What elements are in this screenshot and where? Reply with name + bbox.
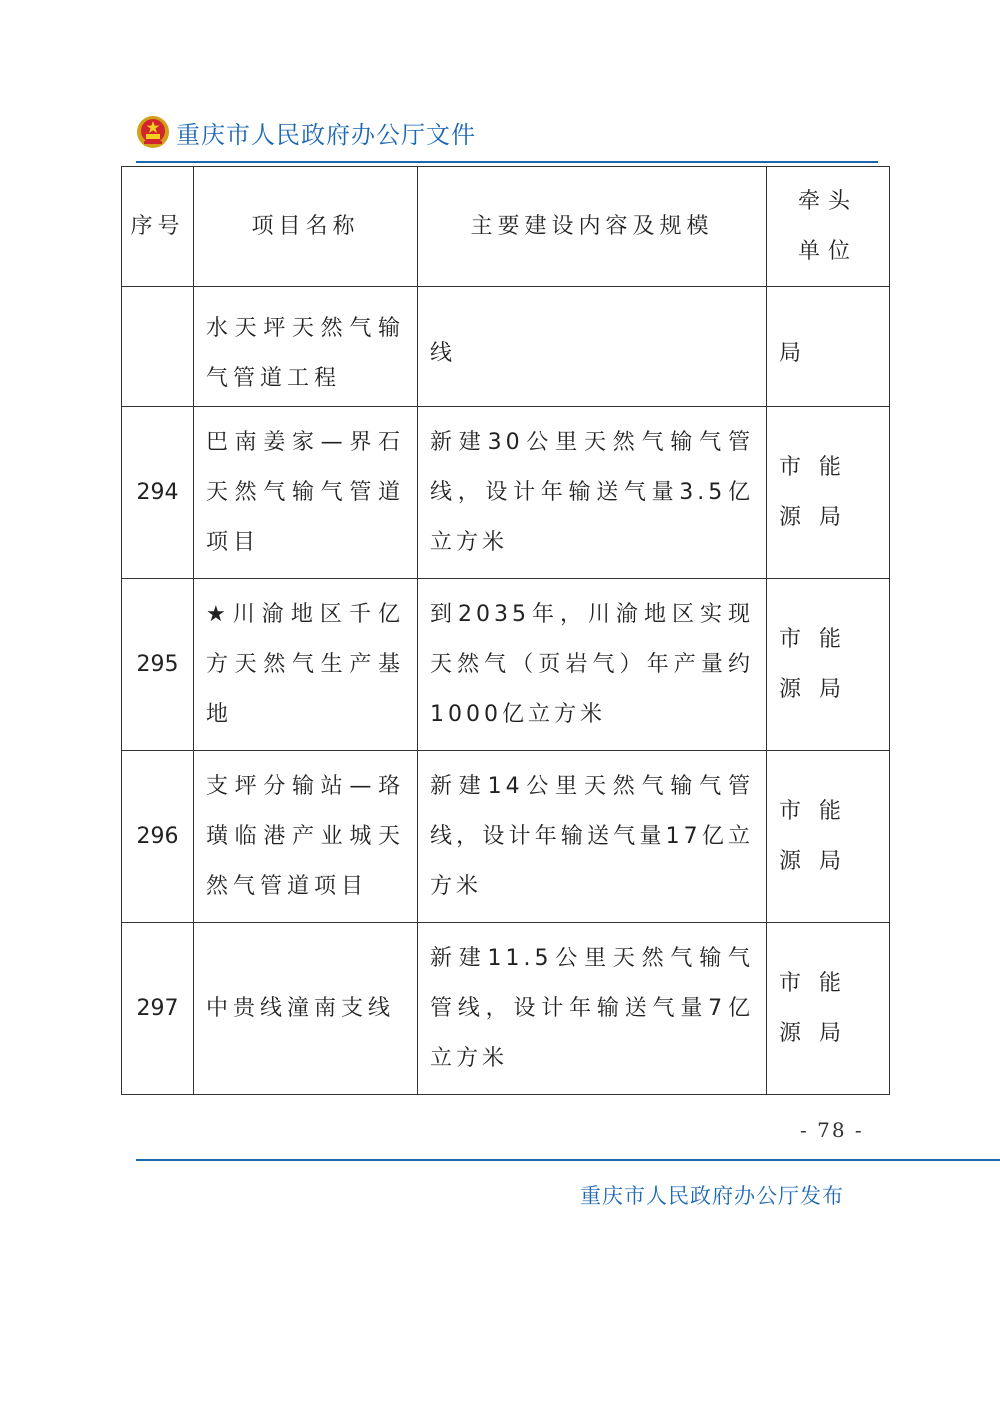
page-number: - 78 - xyxy=(800,1118,864,1142)
document-header xyxy=(136,112,476,152)
col-header-no: 序号 xyxy=(122,167,194,287)
project-table xyxy=(121,166,890,1095)
row-unit: 市能源局 xyxy=(767,579,890,751)
row-number: 294 xyxy=(122,407,194,579)
table-header-row xyxy=(122,167,890,287)
row-name: 中贵线潼南支线 xyxy=(194,923,418,1095)
row-unit: 局 xyxy=(767,287,890,407)
row-content: 到2035年，川渝地区实现天然气（页岩气）年产量约1000亿立方米 xyxy=(418,579,767,751)
row-number xyxy=(122,287,194,407)
row-content: 新建30公里天然气输气管线，设计年输送气量3.5亿立方米 xyxy=(418,407,767,579)
row-unit: 市能源局 xyxy=(767,751,890,923)
row-content: 新建14公里天然气输气管线，设计年输送气量17亿立方米 xyxy=(418,751,767,923)
row-name: ★川渝地区千亿方天然气生产基地 xyxy=(194,579,418,751)
row-unit: 市能源局 xyxy=(767,923,890,1095)
col-header-content: 主要建设内容及规模 xyxy=(418,167,767,287)
row-number: 297 xyxy=(122,923,194,1095)
row-name: 巴南姜家—界石天然气输气管道项目 xyxy=(194,407,418,579)
col-header-unit-label: 牵头单位 xyxy=(797,188,858,264)
header-title: 重庆市人民政府办公厅文件 xyxy=(176,120,476,149)
row-name: 水天坪天然气输气管道工程 xyxy=(194,287,418,407)
row-number: 296 xyxy=(122,751,194,923)
row-number: 295 xyxy=(122,579,194,751)
table-row xyxy=(122,407,890,579)
footer-divider xyxy=(136,1159,1000,1161)
table-row xyxy=(122,287,890,407)
col-header-name: 项目名称 xyxy=(194,167,418,287)
table-row xyxy=(122,923,890,1095)
table-row xyxy=(122,751,890,923)
row-name: 支坪分输站—珞璜临港产业城天然气管道项目 xyxy=(194,751,418,923)
row-content: 新建11.5公里天然气输气管线，设计年输送气量7亿立方米 xyxy=(418,923,767,1095)
footer-publisher: 重庆市人民政府办公厅发布 xyxy=(580,1184,844,1208)
table-row xyxy=(122,579,890,751)
row-unit: 市能源局 xyxy=(767,407,890,579)
row-content: 线 xyxy=(418,287,767,407)
national-emblem-icon xyxy=(136,115,170,149)
col-header-unit xyxy=(767,167,890,287)
header-divider xyxy=(136,161,878,163)
